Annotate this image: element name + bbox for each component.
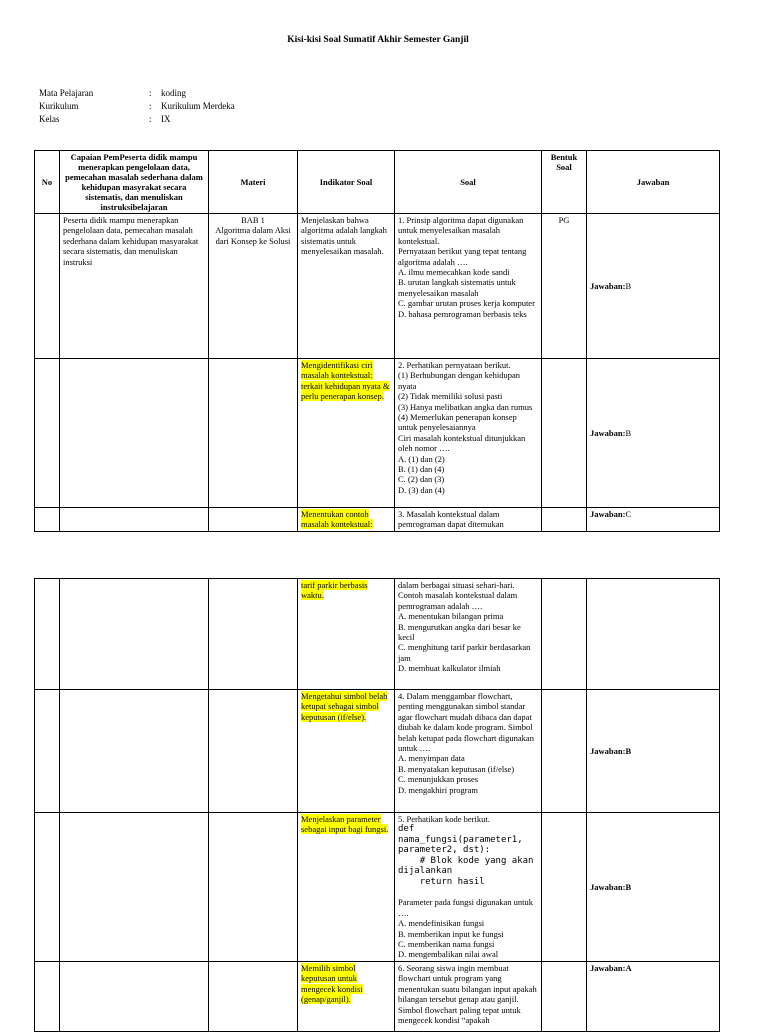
cell-indikator	[298, 690, 395, 813]
cell-indikator	[298, 359, 395, 508]
header-materi: Materi	[209, 151, 298, 214]
cell-capaian	[60, 508, 209, 532]
meta-value: koding	[161, 88, 187, 98]
cell-jawaban	[587, 508, 720, 532]
document-title: Kisi-kisi Soal Sumatif Akhir Semester Ganjil	[287, 35, 469, 45]
code-snippet: def nama_fungsi(parameter1, parameter2, dst): # Blok kode yang akan dijalankan return hasil	[398, 824, 534, 887]
header-soal: Soal	[395, 151, 542, 214]
cell-soal: 2. Perhatikan pernyataan berikut. (1) Berhubungan dengan kehidupan nyata (2) Tidak memiliki solusi pasti (3) Hanya melibatkan angka dan rumus (4) Memerlukan penerapan konsep untuk penyelesaiannya Ciri masalah kontekstual ditunjukkan oleh nomor …. A. (1) dan (2) B. (1) dan (4) C. (2) dan (3) D. (3) dan (4)	[395, 359, 542, 508]
cell-jawaban	[587, 214, 720, 359]
answer-value: B	[625, 745, 632, 756]
cell-soal: 1. Prinsip algoritma dapat digunakan untuk menyelesaikan masalah kontekstual. Pernyataan berikut yang tepat tentang algoritma adalah …. A. ilmu memecahkan kode sandi B. urutan langkah sistematis untuk menyelesaikan masalah C. gambar urutan proses kerja komputer D. bahasa pemrograman berbasis teks	[395, 214, 542, 359]
answer-value: C	[625, 509, 632, 519]
question-grid-table-continued	[34, 578, 720, 1032]
cell-no	[35, 214, 60, 359]
table-row	[35, 579, 720, 690]
table-header-row	[35, 151, 720, 214]
cell-soal	[395, 813, 542, 962]
meta-value: IX	[161, 114, 171, 124]
answer-label: Jawaban:	[590, 963, 626, 973]
table-row	[35, 359, 720, 508]
cell-jawaban	[587, 813, 720, 962]
answer-label: Jawaban:	[590, 881, 626, 892]
answer-value: B	[625, 881, 632, 892]
cell-soal: 4. Dalam menggambar flowchart, penting menggunakan simbol standar agar flowchart mudah dibaca dan dapat diubah ke dalam kode program. Simbol belah ketupat pada flowchart digunakan untuk …. A. menyimpan data B. menyatakan keputusan (if/else) C. menunjukkan proses D. mengakhiri program	[395, 690, 542, 813]
cell-soal: 6. Seorang siswa ingin membuat flowchart untuk program yang menentukan suatu bilangan input apakah bilangan tersebut genap atau ganjil. Simbol flowchart paling tepat untuk mengecek kondisi “apakah	[395, 962, 542, 1032]
cell-bentuk-soal	[542, 813, 587, 962]
cell-capaian	[60, 359, 209, 508]
highlighted-indikator: tarif parkir berbasis waktu.	[301, 580, 368, 601]
cell-materi: BAB 1 Algoritma dalam Aksi dari Konsep ke Solusi	[209, 214, 298, 359]
header-capaian: Capaian PemPeserta didik mampu menerapkan pengelolaan data, pemecahan masalah sederhana dalam kehidupan masyrakat secara sistematis, dan menuliskan instruksibelajaran	[60, 151, 209, 214]
question-intro: 5. Perhatikan kode berikut.	[398, 814, 490, 824]
meta-key: Kelas	[39, 114, 60, 124]
table-row	[35, 508, 720, 532]
question-body: Parameter pada fungsi digunakan untuk …. A. mendefinisikan fungsi B. memberikan input ke fungsi C. memberikan nama fungsi D. mengembalikan nilai awal	[398, 897, 534, 960]
table-row	[35, 690, 720, 813]
cell-indikator	[298, 962, 395, 1032]
cell-bentuk-soal	[542, 962, 587, 1032]
highlighted-indikator: Menjelaskan parameter sebagai input bagi fungsi.	[301, 814, 389, 835]
answer-label: Jawaban:	[590, 509, 626, 519]
cell-soal: 3. Masalah kontekstual dalam pemrograman dapat ditemukan	[395, 508, 542, 532]
header-indikator: Indikator Soal	[298, 151, 395, 214]
meta-key: Mata Pelajaran	[39, 88, 94, 98]
meta-colon: :	[149, 114, 152, 124]
cell-jawaban	[587, 359, 720, 508]
cell-bentuk-soal: PG	[542, 214, 587, 359]
cell-capaian	[60, 962, 209, 1032]
cell-jawaban	[587, 962, 720, 1032]
answer-value: B	[625, 427, 632, 438]
meta-colon: :	[149, 88, 152, 98]
answer-value: A	[625, 963, 632, 973]
answer-label: Jawaban:	[590, 280, 626, 291]
cell-indikator	[298, 813, 395, 962]
cell-jawaban	[587, 579, 720, 690]
meta-key: Kurikulum	[39, 101, 79, 111]
cell-soal: dalam berbagai situasi sehari-hari. Contoh masalah kontekstual dalam pemrograman adalah …. A. menentukan bilangan prima B. mengurutkan angka dari besar ke kecil C. menghitung tarif parkir berdasarkan jam D. membuat kalkulator ilmiah	[395, 579, 542, 690]
cell-bentuk-soal	[542, 579, 587, 690]
cell-jawaban	[587, 690, 720, 813]
cell-no	[35, 813, 60, 962]
cell-capaian: Peserta didik mampu menerapkan pengelolaan data, pemecahan masalah sederhana dalam kehidupan masyarakat secara sistematis, dan menuliskan instruksi	[60, 214, 209, 359]
cell-materi	[209, 690, 298, 813]
question-grid-table	[34, 150, 720, 532]
cell-capaian	[60, 690, 209, 813]
cell-no	[35, 962, 60, 1032]
header-jawaban: Jawaban	[587, 151, 720, 214]
cell-materi	[209, 962, 298, 1032]
cell-materi	[209, 359, 298, 508]
answer-value: B	[625, 280, 632, 291]
cell-capaian	[60, 813, 209, 962]
cell-materi	[209, 508, 298, 532]
answer-label: Jawaban:	[590, 427, 626, 438]
header-no: No	[35, 151, 60, 214]
cell-indikator	[298, 579, 395, 690]
table-row	[35, 214, 720, 359]
table-row	[35, 813, 720, 962]
cell-no	[35, 508, 60, 532]
cell-materi	[209, 813, 298, 962]
cell-no	[35, 359, 60, 508]
highlighted-indikator: Mengidentifikasi ciri masalah kontekstual: terkait kehidupan nyata & perlu penerapan konsep.	[301, 360, 390, 402]
cell-no	[35, 690, 60, 813]
meta-colon: :	[149, 101, 152, 111]
cell-no	[35, 579, 60, 690]
answer-label: Jawaban:	[590, 745, 626, 756]
highlighted-indikator: Memilih simbol keputusan untuk mengecek kondisi (genap/ganjil).	[301, 963, 363, 1005]
cell-indikator: Menjelaskan bahwa algoritma adalah langkah sistematis untuk menyelesaikan masalah.	[298, 214, 395, 359]
cell-indikator	[298, 508, 395, 532]
cell-bentuk-soal	[542, 359, 587, 508]
cell-capaian	[60, 579, 209, 690]
cell-bentuk-soal	[542, 508, 587, 532]
table-row	[35, 962, 720, 1032]
cell-materi	[209, 579, 298, 690]
cell-bentuk-soal	[542, 690, 587, 813]
meta-value: Kurikulum Merdeka	[161, 101, 235, 111]
highlighted-indikator: Mengetahui simbol belah ketupat sebagai simbol keputusan (if/else).	[301, 691, 388, 722]
highlighted-indikator: Menentukan contoh masalah kontekstual:	[301, 509, 373, 530]
header-bentuk-soal: Bentuk Soal	[542, 151, 587, 214]
